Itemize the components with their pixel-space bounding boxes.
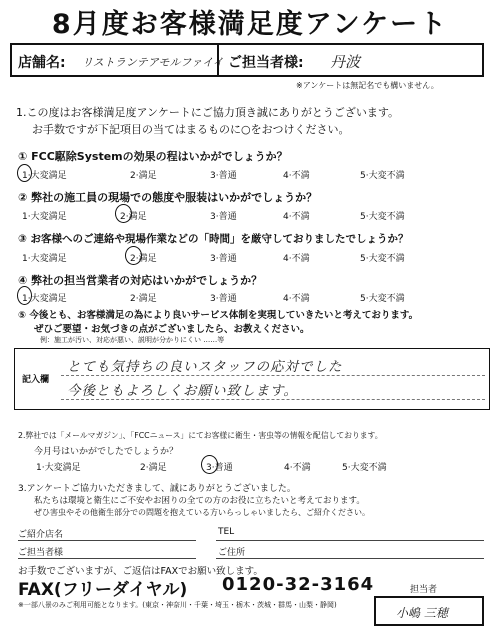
q3-option-1[interactable]: 1·大変満足 [22,254,67,264]
freeform-text-1: とても気持ちの良いスタッフの応対でした [67,359,343,375]
s2-selected-mark [201,455,218,474]
s2-option-5[interactable]: 5·大変不満 [342,463,387,473]
fax-number[interactable]: 0120-32-3164 [222,574,375,595]
q1-option-4[interactable]: 4·不満 [283,171,310,181]
q4-option-3[interactable]: 3·普通 [210,294,237,304]
s2-option-3[interactable]: 3·普通 [206,463,233,473]
question-1: ① FCC駆除Systemの効果の程はいかがでしょうか？ [18,150,288,163]
referral-person-line[interactable] [18,558,196,559]
referral-store-line[interactable] [18,540,196,541]
store-value: リストランテアモルファイイ [82,56,224,69]
q2-option-4[interactable]: 4·不満 [283,212,310,222]
fax-label: FAX(フリーダイヤル) [18,580,188,600]
q4-option-1[interactable]: 1·大変満足 [22,294,67,304]
staff-name: 小嶋 三穂 [396,606,448,620]
q1-option-3[interactable]: 3·普通 [210,171,237,181]
q2-option-5[interactable]: 5·大変不満 [360,212,405,222]
question-2: ② 弊社の施工員の現場での態度や服装はいかがでしょうか？ [18,191,318,204]
intro-line-2: お手数ですが下記項目の当てはまるものに○をおつけください。 [32,123,350,136]
question-3: ③ お客様へのご連絡や現場作業などの「時間」を厳守しておりましたでしょうか？ [18,233,409,245]
question-5-example: 例：施工が汚い、対応が悪い、説明が分かりにくい ……等 [40,336,225,344]
q1-option-1[interactable]: 1·大変満足 [22,171,67,181]
intro-line-1: 1.この度はお客様満足度アンケートにご協力頂き誠にありがとうございます。 [16,106,399,119]
freeform-label: 記入欄 [22,375,50,385]
freeform-rule-2 [61,399,485,400]
q4-option-4[interactable]: 4·不満 [283,294,310,304]
q2-option-3[interactable]: 3·普通 [210,212,237,222]
referral-tel-line[interactable] [216,540,484,541]
question-5-line-2: ぜひご要望・お気づきの点がございましたら、お教えください。 [34,324,310,335]
q3-selected-mark [125,246,142,265]
s2-option-1[interactable]: 1·大変満足 [36,463,81,473]
referral-address-line[interactable] [216,558,484,559]
referral-person-label: ご担当者様 [18,548,64,558]
s2-option-4[interactable]: 4·不満 [284,463,311,473]
fax-note: お手数でございますが、ご返信はFAXでお願い致します。 [18,566,263,577]
section3-line-3: ぜひ害虫やその他衛生部分での問題を抱えている方いらっしゃいましたら、ご紹介ください。 [34,508,370,517]
footnote: ※一部八景のみご利用可能となります。(東京・神奈川・千葉・埼玉・栃木・茨城・群馬・山梨・静岡) [18,601,337,609]
q1-selected-mark [17,164,32,182]
q4-option-5[interactable]: 5·大変不満 [360,294,405,304]
q3-option-5[interactable]: 5·大変不満 [360,254,405,264]
staff-box [374,596,484,626]
freeform-box[interactable] [14,348,490,410]
q2-option-1[interactable]: 1·大変満足 [22,212,67,222]
referral-address-label: ご住所 [218,548,246,558]
referral-store-label: ご紹介店名 [18,530,64,540]
q3-option-3[interactable]: 3·普通 [210,254,237,264]
section3-line-2: 私たちは環境と衛生にご不安やお困りの全ての方のお役に立ちたいと考えております。 [34,496,365,506]
q2-selected-mark [115,204,132,223]
freeform-text-2: 今後ともよろしくお願い致します。 [67,383,298,399]
question-4: ④ 弊社の担当営業者の対応はいかがでしょうか？ [18,274,263,287]
section2-line-1: 2.弊社では「メールマガジン」、「FCCニュース」にてお客様に衛生・害虫等の情報を配信しております。 [18,431,383,440]
q4-selected-mark [17,286,32,305]
s2-option-2[interactable]: 2·満足 [140,463,167,473]
q3-option-2[interactable]: 2·満足 [130,254,157,264]
person-value: 丹波 [330,53,361,71]
q2-option-2[interactable]: 2·満足 [120,212,147,222]
anonymous-note: ※アンケートは無記名でも構いません。 [296,81,439,90]
header-box [10,43,484,77]
section2-line-2: 今月号はいかがでしたでしょうか？ [34,447,179,457]
person-label: ご担当者様: [228,55,304,71]
section3-line-1: 3.アンケートご協力いただきまして、誠にありがとうございました。 [18,484,296,494]
freeform-rule-1 [61,375,485,376]
store-label: 店舗名: [18,55,66,71]
q3-option-4[interactable]: 4·不満 [283,254,310,264]
staff-label-cell [382,570,472,596]
q1-option-5[interactable]: 5·大変不満 [360,171,405,181]
q1-option-2[interactable]: 2·満足 [130,171,157,181]
staff-label: 担当者 [410,585,438,595]
q4-option-2[interactable]: 2·満足 [130,294,157,304]
question-5-line-1: ⑤ 今後とも、お客様満足の為により良いサービス体制を実現していきたいと考えております。 [18,310,419,321]
referral-tel-label: TEL [218,527,235,537]
page-title: 8月度お客様満足度アンケート [51,9,449,40]
